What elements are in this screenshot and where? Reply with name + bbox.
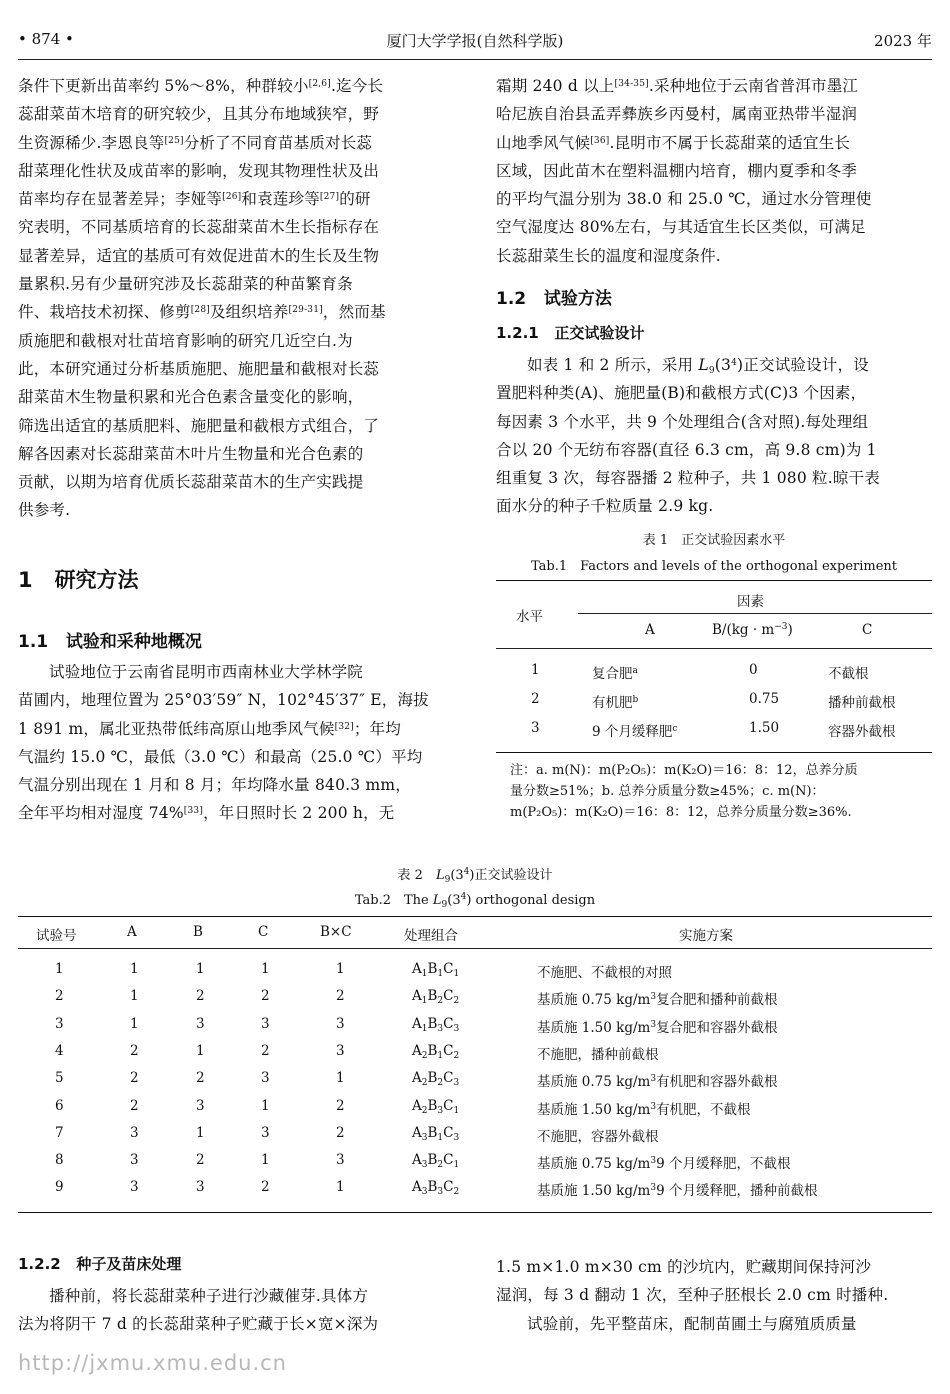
text-line: 供参考.	[18, 501, 71, 520]
text-line: 置肥料种类(A)、施肥量(B)和截根方式(C)3 个因素，	[496, 384, 867, 403]
table2-cell-b: 3	[196, 1015, 205, 1032]
table1-header-a: A	[645, 622, 655, 638]
table2-cell-plan: 基质施 1.50 $kg/m^3$复合肥和容器外截根	[537, 1019, 778, 1036]
table2-cell-c: 1	[261, 1152, 270, 1169]
text-line: 蕊甜菜苗木培育的研究较少，且其分布地域狭窄，野	[18, 105, 380, 124]
table2-cell-b: 3	[196, 1097, 205, 1114]
table2-cell-combo: $A_2B_2C_3$	[412, 1070, 460, 1089]
table2-cell-plan: 不施肥，播种前截根	[537, 1046, 659, 1063]
section-1-2-heading: 1.2 试验方法	[496, 289, 612, 309]
table2-cell-combo: $A_2B_3C_1$	[412, 1097, 460, 1116]
section-1-2-1-heading: 1.2.1 正交试验设计	[496, 324, 645, 342]
table2-cell-bc: 3	[336, 1152, 345, 1169]
left-column-intro	[18, 72, 455, 525]
table2-cell-bc: 1	[336, 1070, 345, 1087]
table2-cell-combo: $A_3B_2C_1$	[412, 1152, 460, 1171]
section-1-2-2-right	[496, 1253, 932, 1338]
table2-cell-plan: 不施肥，容器外截根	[537, 1128, 659, 1145]
table2-cell-a: 2	[130, 1097, 139, 1114]
table2-cell-a: 2	[130, 1070, 139, 1087]
text-line: 的平均气温分别为 38.0 和 25.0 ℃，通过水分管理使	[496, 190, 872, 209]
text-line: 显著差异，适宜的基质可有效促进苗木的生长及生物	[18, 246, 380, 265]
table2-cell-b: 3	[196, 1179, 205, 1196]
text-line: 气温分别出现在 1 月和 8 月；年均降水量 840.3 mm，	[18, 776, 411, 795]
table2-cell-b: 2	[196, 1070, 205, 1087]
table2-cell-b: 1	[196, 1042, 205, 1059]
table2-cell-a: 3	[130, 1124, 139, 1141]
table2-cell-no: 9	[55, 1179, 64, 1196]
section-1-2-2-left	[18, 1282, 455, 1339]
table2-header-c: C	[258, 924, 269, 940]
text-line: 此，本研究通过分析基质施肥、施肥量和截根对长蕊	[18, 359, 380, 378]
text-line: 湿润，每 3 d 翻动 1 次，至种子胚根长 2.0 cm 时播种.	[496, 1286, 889, 1305]
running-header	[18, 30, 932, 52]
table2-cell-b: 1	[196, 1124, 205, 1141]
text-line: 每因素 3 个水平，共 9 个处理组合(含对照).每处理组	[496, 412, 869, 431]
table2-cell-c: 3	[261, 1070, 270, 1087]
table1-note: 注：a. m(N)：m(P₂O₅)：m(K₂O)＝16：8：12，总养分质 量分数≥51%；b. 总养分质量分数≥45%；c. m(N)： m(P₂O₅)：m(K₂O)＝16：8：12，总养分质量分数≥36%.	[510, 763, 858, 820]
section-1-2-2-heading: 1.2.2 种子及苗床处理	[18, 1255, 182, 1273]
text-line: 质施肥和截根对壮苗培育影响的研究几近空白.为	[18, 331, 353, 350]
table1-level: 1	[531, 662, 540, 678]
text-line: 生资源稀少.李恩良等[25]分析了不同育苗基质对长蕊	[18, 133, 373, 152]
text-line: 组重复 3 次，每容器播 2 粒种子，共 1 080 粒.晾干表	[496, 469, 880, 488]
journal-name: 厦门大学学报(自然科学版)	[386, 32, 564, 50]
page-number: • 874 •	[18, 30, 74, 48]
text-line: 甜菜理化性状及成苗率的影响，发现其物理性状及出	[18, 161, 380, 180]
table1-root-cut: 播种前截根	[828, 695, 896, 711]
table2-cell-c: 1	[261, 1097, 270, 1114]
table2-cell-no: 4	[55, 1042, 64, 1059]
text-line: 山地季风气候[36].昆明市不属于长蕊甜菜的适宜生长	[496, 133, 851, 152]
section-1-1-text	[18, 658, 455, 828]
text-line: 苗率均存在显著差异；李娅等[26]和袁莲珍等[27]的研	[18, 190, 371, 209]
text-line: 解各因素对长蕊甜菜苗木叶片生物量和光合色素的	[18, 444, 364, 463]
text-line: 1.5 m×1.0 m×30 cm 的沙坑内，贮藏期间保持河沙	[496, 1258, 872, 1276]
text-line: 量累积.另有少量研究涉及长蕊甜菜的种苗繁育条	[18, 275, 353, 294]
table2-cell-plan: 基质施 0.75 $kg/m^39$ 个月缓释肥，不截根	[537, 1156, 791, 1173]
table2-cell-bc: 2	[336, 1124, 345, 1141]
table2-cell-c: 2	[261, 1042, 270, 1059]
table2-cell-bc: 3	[336, 1042, 345, 1059]
table2-cell-no: 6	[55, 1097, 64, 1114]
table2-cell-combo: $A_3B_3C_2$	[412, 1179, 460, 1198]
table2-cell-c: 2	[261, 988, 270, 1005]
table2-cell-a: 1	[130, 961, 139, 977]
text-line: 苗圃内，地理位置为 25°03′59″ N，102°45′37″ E，海拔	[18, 691, 429, 710]
table1-amount: 0.75	[749, 691, 780, 707]
table2-cell-a: 2	[130, 1042, 139, 1059]
section-1-heading: 1 研究方法	[18, 568, 139, 592]
table2-cell-combo: $A_1B_1C_1$	[412, 961, 460, 979]
table2-cell-bc: 1	[336, 1179, 345, 1196]
table2-cell-plan: 基质施 0.75 $kg/m^3$复合肥和播种前截根	[537, 992, 778, 1009]
text-line: 试验前，先平整苗床，配制苗圃土与腐殖质质量	[527, 1314, 857, 1333]
table2-cell-plan: 不施肥、不截根的对照	[537, 965, 672, 981]
text-line: 哈尼族自治县孟弄彝族乡丙曼村，属南亚热带半湿润	[496, 105, 858, 124]
year: 2023 年	[874, 32, 932, 50]
table1-header-b: $B/(kg \cdot m^{-3})$	[712, 622, 793, 638]
table2-header-b: B	[193, 924, 203, 940]
table2-cell-combo: $A_1B_2C_2$	[412, 988, 460, 1007]
table2-cell-bc: 3	[336, 1015, 345, 1032]
section-1-1-heading: 1.1 试验和采种地概况	[18, 632, 202, 652]
table2-cell-a: 1	[130, 988, 139, 1005]
section-1-2-1-text	[496, 351, 932, 521]
header-rule	[18, 59, 932, 60]
table2-cell-bc: 2	[336, 1097, 345, 1114]
text-line: 区域，因此苗木在塑料温棚内培育，棚内夏季和冬季	[496, 161, 858, 180]
text-line: 甜菜苗木生物量积累和光合色素含量变化的影响，	[18, 388, 364, 407]
table1-header-level: 水平	[516, 609, 543, 625]
text-line: 贡献，以期为培育优质长蕊甜菜苗木的生产实践提	[18, 473, 364, 492]
table2-cell-b: 2	[196, 1152, 205, 1169]
table1-level: 3	[531, 720, 540, 736]
table2-cell-plan: 基质施 1.50 $kg/m^39$ 个月缓释肥，播种前截根	[537, 1183, 818, 1200]
text-line: 播种前，将长蕊甜菜种子进行沙藏催芽.具体方	[49, 1287, 369, 1305]
table2-header-no: 试验号	[36, 928, 77, 944]
text-line: 试验地位于云南省昆明市西南林业大学林学院	[49, 663, 364, 681]
text-line: 筛选出适宜的基质肥料、施肥量和截根方式组合，了	[18, 416, 380, 435]
table2-header-combo: 处理组合	[404, 928, 458, 944]
table2-cell-bc: 2	[336, 988, 345, 1005]
table1-fertilizer: 9 个月缓释肥$^c$	[592, 724, 678, 740]
table2-cell-combo: $A_3B_1C_3$	[412, 1124, 460, 1143]
table2-header-plan: 实施方案	[679, 928, 733, 944]
table2-top-rule	[18, 916, 932, 917]
table2-cell-a: 1	[130, 1015, 139, 1032]
table2-cell-c: 1	[261, 961, 270, 977]
table2-cell-no: 8	[55, 1152, 64, 1169]
text-line: 究表明，不同基质培育的长蕊甜菜苗木生长指标存在	[18, 218, 380, 237]
text-line: 法为将阴干 7 d 的长蕊甜菜种子贮藏于长×宽×深为	[18, 1315, 379, 1334]
text-line: 长蕊甜菜生长的温度和湿度条件.	[496, 246, 721, 265]
table1-header-rule	[496, 648, 932, 649]
text-line: 空气湿度达 80%左右，与其适宜生长区类似，可满足	[496, 218, 866, 237]
table2-header-a: A	[127, 924, 137, 940]
table2-cell-bc: 1	[336, 961, 345, 977]
table2-caption-cn: 表 2 $L_9(3^4)$正交试验设计	[397, 867, 553, 885]
table2-cell-c: 2	[261, 1179, 270, 1196]
table2-cell-a: 3	[130, 1152, 139, 1169]
table1-header-c: C	[862, 622, 873, 638]
table2-header-rule	[18, 948, 932, 949]
table1-caption-en: Tab.1 Factors and levels of the orthogonal experiment	[530, 559, 898, 574]
table2-cell-no: 1	[55, 961, 64, 977]
table2-cell-combo: $A_2B_1C_2$	[412, 1042, 460, 1061]
table2-caption-en: Tab.2 The $L_9(3^4)$ orthogonal design	[354, 892, 596, 910]
text-line: 条件下更新出苗率约 5%～8%，种群较小[2,6].迄今长	[18, 77, 384, 95]
table1-caption-cn: 表 1 正交试验因素水平	[642, 533, 786, 548]
table2-cell-combo: $A_1B_3C_3$	[412, 1015, 460, 1034]
right-column-intro	[496, 72, 932, 270]
table2-cell-no: 7	[55, 1124, 64, 1141]
table2-cell-a: 3	[130, 1179, 139, 1196]
text-line: 面水分的种子千粒质量 2.9 kg.	[496, 497, 714, 516]
table2-cell-plan: 基质施 1.50 $kg/m^3$有机肥，不截根	[537, 1101, 751, 1118]
table2-cell-no: 5	[55, 1070, 64, 1087]
table1-root-cut: 容器外截根	[828, 724, 896, 740]
table2-bottom-rule	[18, 1212, 932, 1213]
table2-cell-b: 2	[196, 988, 205, 1005]
table1-amount: 0	[749, 662, 758, 678]
table1-fertilizer: 有机肥$^b$	[592, 695, 639, 711]
table2-cell-b: 1	[196, 961, 205, 977]
text-line: 1 891 m，属北亚热带低纬高原山地季风气候[32]；年均	[18, 719, 401, 738]
table1-factor-rule	[578, 613, 932, 614]
table1-top-rule	[496, 580, 932, 581]
table1-bottom-rule	[496, 752, 932, 753]
table2-cell-c: 3	[261, 1124, 270, 1141]
watermark-url[interactable]: http://jxmu.xmu.edu.cn	[18, 1351, 287, 1375]
table2-cell-c: 3	[261, 1015, 270, 1032]
table2-header-bxc: B×C	[320, 924, 352, 940]
text-line: 如表 1 和 2 所示，采用 $L_9(3^4)$正交试验设计，设	[527, 356, 869, 376]
table1-level: 2	[531, 691, 540, 707]
table1-root-cut: 不截根	[828, 666, 869, 682]
table1-fertilizer: 复合肥$^a$	[592, 666, 638, 682]
text-line: 霜期 240 d 以上[34-35].采种地位于云南省普洱市墨江	[496, 77, 859, 95]
text-line: 件、栽培技术初探、修剪[28]及组织培养[29-31]，然而基	[18, 303, 386, 322]
table2-cell-plan: 基质施 0.75 $kg/m^3$有机肥和容器外截根	[537, 1074, 778, 1091]
table1-amount: 1.50	[749, 720, 780, 736]
text-line: 气温约 15.0 ℃，最低（3.0 ℃）和最高（25.0 ℃）平均	[18, 747, 423, 766]
table1-header-factor: 因素	[737, 594, 764, 610]
table2-cell-no: 3	[55, 1015, 64, 1032]
text-line: 全年平均相对湿度 74%[33]，年日照时长 2 200 h，无	[18, 804, 395, 823]
text-line: 合以 20 个无纺布容器(直径 6.3 cm，高 9.8 cm)为 1	[496, 440, 877, 459]
table2-cell-no: 2	[55, 988, 64, 1005]
